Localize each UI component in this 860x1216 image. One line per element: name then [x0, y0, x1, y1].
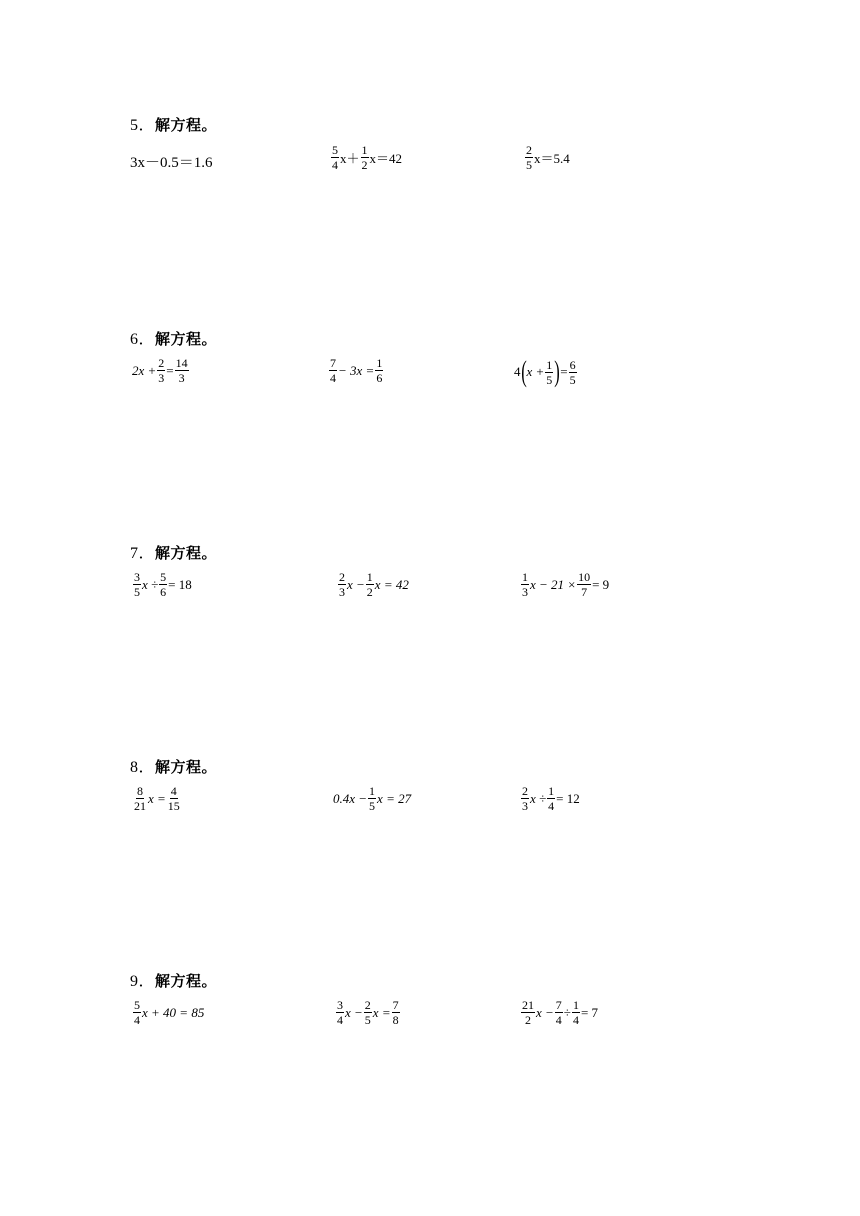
equation-9-3: $\frac{21}{2}$ x − $\frac{7}{4}$ ÷ $\frac{1}{4}$ = 7	[522, 998, 599, 1027]
fraction: $\frac{7}{4}$	[555, 998, 562, 1027]
section-5-heading	[130, 112, 217, 135]
fraction: $\frac{1}{5}$	[546, 357, 553, 387]
fraction: $\frac{4}{15}$	[167, 784, 180, 813]
equation-5-3: $\frac{2}{5}$ x＝5.4	[526, 143, 570, 172]
fraction: $\frac{1}{4}$	[548, 784, 555, 813]
equation-9-2: $\frac{3}{4}$ x − $\frac{2}{5}$ x = $\frac{7}{8}$	[337, 998, 399, 1027]
right-paren: )	[554, 355, 561, 388]
equation-5-1	[130, 151, 213, 172]
equation-7-2: $\frac{2}{3}$ x − $\frac{1}{2}$ x = 42	[339, 570, 409, 599]
fraction: $\frac{14}{3}$	[175, 356, 188, 385]
fraction: $\frac{2}{3}$	[522, 784, 528, 813]
fraction: $\frac{2}{3}$	[339, 570, 345, 599]
section-8-heading: 8．解方程。	[130, 758, 218, 776]
equation-7-3: $\frac{1}{3}$ x − 21 × $\frac{10}{7}$ = 9	[522, 570, 610, 599]
fraction: $\frac{1}{5}$	[369, 784, 376, 813]
fraction: $\frac{8}{21}$	[134, 784, 146, 813]
equation-8-1: $\frac{8}{21}$ x = $\frac{4}{15}$	[134, 784, 180, 813]
equation-9-1: $\frac{5}{4}$ x + 40 = 85	[134, 998, 205, 1027]
section-6-heading: 6．解方程。	[130, 330, 218, 348]
equation-8-3: $\frac{2}{3}$ x ÷ $\frac{1}{4}$ = 12	[522, 784, 580, 813]
fraction: $\frac{2}{5}$	[526, 143, 532, 172]
fraction: $\frac{21}{2}$	[522, 998, 534, 1027]
section-9-heading: 9．解方程。	[130, 972, 218, 990]
fraction: $\frac{1}{2}$	[366, 570, 373, 599]
section-title: 解方程。	[155, 116, 218, 134]
fraction: $\frac{1}{4}$	[572, 998, 579, 1027]
fraction: $\frac{7}{4}$	[330, 356, 336, 385]
section-number: 5．	[130, 117, 156, 134]
fraction: $\frac{5}{4}$	[134, 998, 140, 1027]
equation-5-2: $\frac{5}{4}$ x＋ $\frac{1}{2}$ x＝42	[332, 143, 403, 172]
equation-7-1: $\frac{3}{5}$ x ÷ $\frac{5}{6}$ = 18	[134, 570, 192, 599]
fraction: $\frac{1}{6}$	[376, 356, 383, 385]
fraction: $\frac{2}{3}$	[158, 356, 165, 385]
equation-6-3: 4 ( x + $\frac{1}{5}$ ) = $\frac{6}{5}$	[514, 355, 576, 388]
fraction: $\frac{5}{6}$	[160, 570, 167, 599]
fraction: $\frac{3}{5}$	[134, 570, 140, 599]
fraction: $\frac{2}{5}$	[364, 998, 371, 1027]
fraction: $\frac{1}{3}$	[522, 570, 528, 599]
fraction: $\frac{10}{7}$	[578, 570, 591, 599]
section-7-heading: 7．解方程。	[130, 544, 218, 562]
equation-8-2: 0.4x − $\frac{1}{5}$ x = 27	[333, 784, 412, 813]
equation-6-2: $\frac{7}{4}$ − 3x = $\frac{1}{6}$	[330, 356, 383, 385]
fraction: $\frac{7}{8}$	[392, 998, 399, 1027]
fraction: $\frac{5}{4}$	[332, 143, 338, 172]
fraction: $\frac{1}{2}$	[361, 143, 368, 172]
equation-text: 3x－0.5＝1.6	[130, 155, 213, 171]
fraction: $\frac{3}{4}$	[337, 998, 343, 1027]
fraction: $\frac{6}{5}$	[569, 357, 576, 387]
left-paren: (	[520, 355, 527, 388]
equation-6-1: 2x + $\frac{2}{3}$ = $\frac{14}{3}$	[132, 356, 188, 385]
